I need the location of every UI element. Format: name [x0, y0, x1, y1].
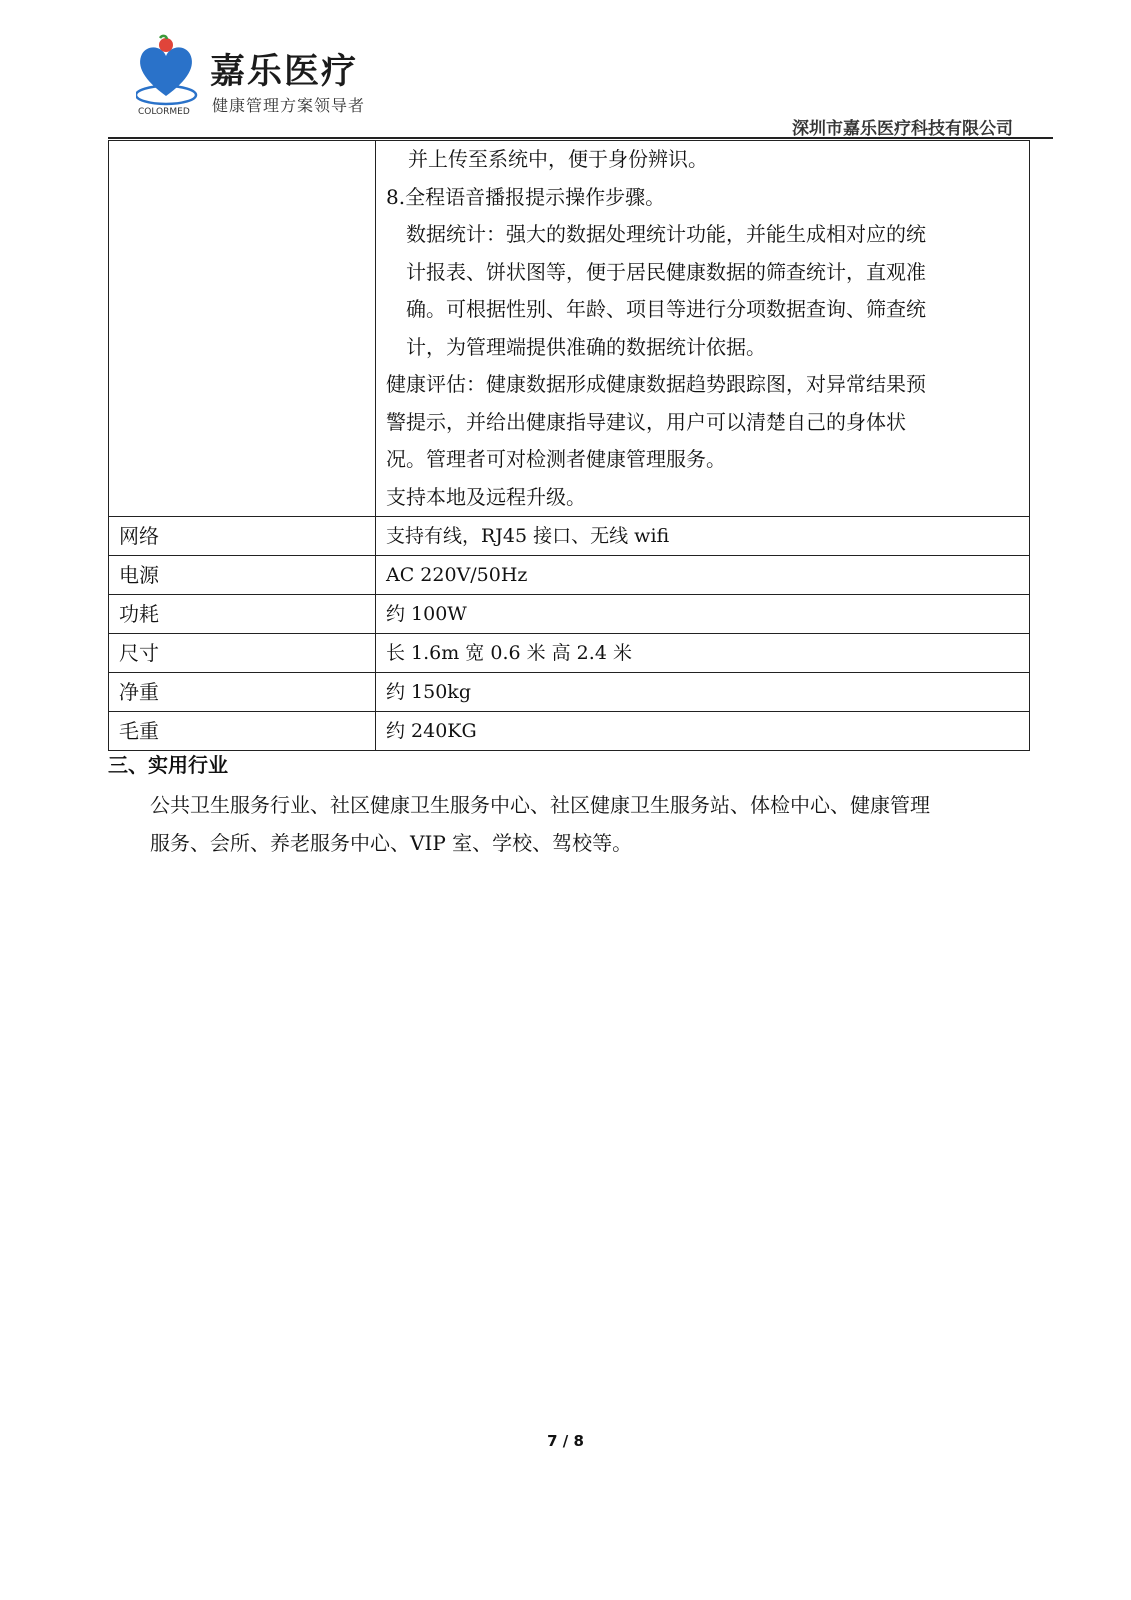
table-cell-value: 长 1.6m 宽 0.6 米 高 2.4 米 — [376, 634, 1030, 673]
body-line: 公共卫生服务行业、社区健康卫生服务中心、社区健康卫生服务站、体检中心、健康管理 — [150, 793, 930, 817]
table-cell-value: AC 220V/50Hz — [376, 556, 1030, 595]
table-cell-label — [109, 141, 376, 517]
desc-line: 并上传至系统中，便于身份辨识。 — [408, 147, 708, 171]
table-cell-value: 约 240KG — [376, 712, 1030, 751]
table-row — [109, 712, 1030, 751]
header-divider — [108, 137, 1053, 139]
table-row — [109, 517, 1030, 556]
body-line: 服务、会所、养老服务中心、VIP 室、学校、驾校等。 — [150, 831, 633, 855]
desc-line: 计报表、饼状图等，便于居民健康数据的筛查统计，直观准 — [406, 259, 926, 284]
desc-line: 数据统计：强大的数据处理统计功能，并能生成相对应的统 — [406, 222, 926, 246]
table-row — [109, 141, 1030, 517]
table-cell-label: 电源 — [109, 556, 376, 595]
brand-english-name: COLORMED — [138, 107, 190, 117]
section-body — [150, 786, 1040, 862]
desc-line: 确。可根据性别、年龄、项目等进行分项数据查询、筛查统 — [406, 297, 926, 321]
table-cell-value: 约 100W — [376, 595, 1030, 634]
desc-line: 计，为管理端提供准确的数据统计依据。 — [406, 334, 766, 359]
section-heading: 三、实用行业 — [108, 753, 228, 777]
brand-name: 嘉乐医疗 — [210, 52, 359, 92]
table-row — [109, 595, 1030, 634]
table-row — [109, 556, 1030, 595]
page-number: 7 / 8 — [547, 1432, 584, 1450]
company-name: 深圳市嘉乐医疗科技有限公司 — [792, 119, 1013, 139]
desc-line: 警提示，并给出健康指导建议，用户可以清楚自己的身体状 — [386, 409, 906, 434]
table-cell-label: 净重 — [109, 673, 376, 712]
table-cell-description — [376, 141, 1030, 517]
table-cell-label: 尺寸 — [109, 634, 376, 673]
table-cell-label: 功耗 — [109, 595, 376, 634]
table-cell-value: 约 150kg — [376, 673, 1030, 712]
table-row — [109, 634, 1030, 673]
desc-line: 8.全程语音播报提示操作步骤。 — [386, 184, 666, 209]
table-cell-value: 支持有线，RJ45 接口、无线 wifi — [376, 517, 1030, 556]
table-cell-label: 毛重 — [109, 712, 376, 751]
table-cell-label: 网络 — [109, 517, 376, 556]
desc-line: 况。管理者可对检测者健康管理服务。 — [386, 447, 726, 471]
brand-slogan: 健康管理方案领导者 — [212, 96, 366, 115]
desc-line: 健康评估：健康数据形成健康数据趋势跟踪图，对异常结果预 — [386, 372, 926, 396]
table-row — [109, 673, 1030, 712]
spec-table — [108, 140, 1030, 751]
desc-line: 支持本地及远程升级。 — [386, 484, 586, 509]
